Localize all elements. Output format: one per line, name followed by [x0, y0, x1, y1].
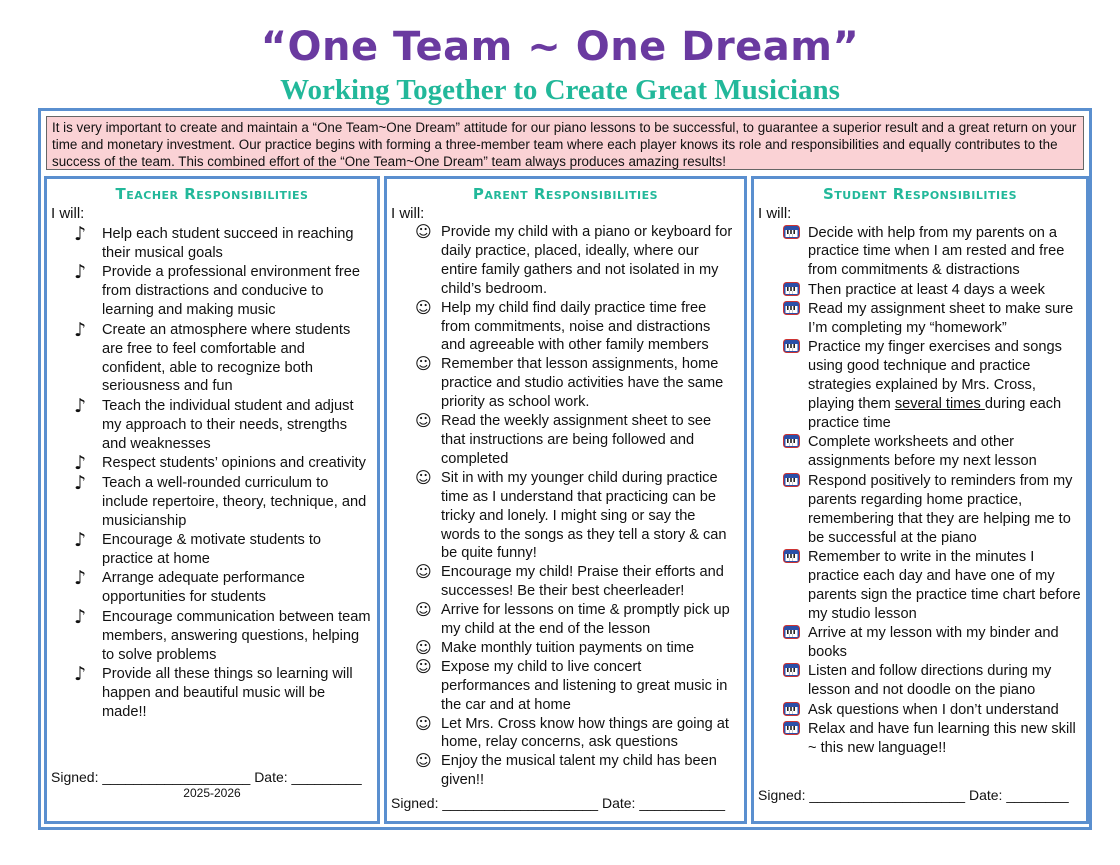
eighth-note-icon: ♪: [74, 261, 87, 284]
smiley-face-icon: ☺: [415, 562, 432, 582]
student-lead: I will:: [758, 205, 792, 222]
list-item: Decide with help from my parents on a practice time when I am rested and free from commitments & distractions: [754, 224, 1086, 281]
parent-list: [387, 223, 744, 790]
school-year: 2025-2026: [183, 786, 241, 800]
list-item: ♪ Provide a professional environment free from distractions and conducive to learning and making music: [74, 261, 360, 319]
list-item: ☺ Remember that lesson assignments, home practice and studio activities have the same priority as school work.: [415, 354, 724, 411]
list-item: ☺ Let Mrs. Cross know how things are going at home, relay concerns, ask questions: [415, 713, 729, 751]
teacher-list: [47, 225, 377, 722]
piano-keys-icon: [783, 721, 800, 741]
smiley-face-icon: ☺: [415, 354, 432, 374]
smiley-face-icon: ☺: [415, 637, 432, 657]
page-subtitle: Working Together to Create Great Musicians: [280, 74, 840, 106]
teacher-heading: Teacher Responsibilities: [115, 185, 309, 203]
list-item: ♪ Teach the individual student and adjust my approach to their needs, strengths and weaknesses: [74, 394, 354, 452]
eighth-note-icon: ♪: [74, 471, 87, 494]
list-item: ☺ Expose my child to live concert performances and listening to great music in the car and at home: [415, 656, 728, 713]
list-item: ♪ Create an atmosphere where students are free to feel comfortable and confident, able to recognize both seriousness and fun: [74, 318, 351, 395]
smiley-face-icon: ☺: [415, 656, 432, 676]
smiley-face-icon: ☺: [415, 222, 432, 241]
piano-keys-icon: [783, 702, 800, 722]
eighth-note-icon: ♪: [74, 605, 87, 628]
list-item: ☺ Make monthly tuition payments on time: [415, 637, 695, 657]
eighth-note-icon: ♪: [74, 394, 87, 417]
smiley-face-icon: ☺: [415, 713, 432, 733]
list-item: ♪ Encourage & motivate students to practice at home: [74, 529, 322, 567]
page-title: “One Team ~ One Dream”: [260, 24, 860, 70]
smiley-face-icon: ☺: [415, 411, 432, 431]
list-item: ☺ Provide my child with a piano or keyboard for daily practice, placed, ideally, where our entire family gathers and not isolated in my child’s bedroom.: [415, 222, 733, 297]
piano-keys-icon: [783, 434, 800, 454]
list-item: Then practice at least 4 days a week: [754, 281, 1086, 300]
parent-column: [384, 176, 747, 824]
piano-keys-icon: [783, 301, 800, 321]
parent-lead: I will:: [391, 205, 425, 222]
piano-keys-icon: [783, 549, 800, 569]
eighth-note-icon: ♪: [74, 663, 87, 686]
list-item: ☺ Arrive for lessons on time & promptly pick up my child at the end of the lesson: [415, 600, 730, 638]
list-item: Arrive at my lesson with my binder and books: [754, 624, 1086, 662]
list-item: ☺ Encourage my child! Praise their efforts and successes! Be their best cheerleader!: [415, 562, 724, 600]
student-heading: Student Responsibilities: [822, 185, 1018, 203]
piano-keys-icon: [783, 225, 800, 245]
piano-keys-icon: [783, 473, 800, 493]
parent-heading: Parent Responsibilities: [472, 185, 659, 203]
list-item: ☺ Read the weekly assignment sheet to see that instructions are being followed and completed: [415, 411, 712, 467]
list-item: Practice my finger exercises and songs using good technique and practice strategies explained by Mrs. Cross, playing them several times during each practice time: [754, 338, 1086, 433]
teacher-lead: I will:: [51, 205, 85, 222]
piano-keys-icon: [783, 625, 800, 645]
list-item: ♪ Encourage communication between team members, answering questions, helping to solve problems: [74, 605, 371, 663]
smiley-face-icon: ☺: [415, 751, 432, 771]
eighth-note-icon: ♪: [74, 318, 87, 341]
student-list: [754, 224, 1086, 758]
parent-signature-line[interactable]: Signed: ____________________ Date: ___________: [391, 795, 725, 811]
list-item: Complete worksheets and other assignments before my next lesson: [754, 433, 1086, 471]
list-item: ♪ Help each student succeed in reaching their musical goals: [74, 223, 354, 261]
teacher-column: [44, 176, 380, 824]
eighth-note-icon: ♪: [74, 452, 87, 475]
eighth-note-icon: ♪: [74, 529, 87, 552]
list-item: ♪ Teach a well-rounded curriculum to include repertoire, theory, technique, and musicianship: [74, 471, 367, 529]
list-item: Read my assignment sheet to make sure I’m completing my “homework”: [754, 300, 1086, 338]
smiley-face-icon: ☺: [415, 297, 432, 317]
smiley-face-icon: ☺: [415, 600, 432, 620]
list-item: ☺ Help my child find daily practice time free from commitments, noise and distractions and agreeable with other family members: [415, 297, 711, 354]
emphasis-several-times: several times: [894, 396, 985, 413]
eighth-note-icon: ♪: [74, 223, 87, 245]
list-item: Remember to write in the minutes I practice each day and have one of my parents sign the practice time chart before my studio lesson: [754, 548, 1086, 624]
eighth-note-icon: ♪: [74, 567, 87, 590]
intro-box: It is very important to create and maintain a “One Team~One Dream” attitude for our piano lessons to be successful, to guarantee a superior result and a great return on your time and monetary investment. Our practice begins with forming a three-member team where each player knows its role and responsibilities and equally contributes to the success of the team. This combined effort of the “One Team~One Dream” team always produces amazing results!: [46, 116, 1084, 170]
piano-keys-icon: [783, 663, 800, 683]
list-item: ♪ Respect students’ opinions and creativity: [74, 452, 366, 475]
student-signature-line[interactable]: Signed: ____________________ Date: ________: [758, 787, 1069, 803]
piano-keys-icon: [783, 282, 800, 302]
list-item: ☺ Enjoy the musical talent my child has been given!!: [415, 751, 717, 789]
list-item: ♪ Arrange adequate performance opportunities for students: [74, 567, 305, 606]
list-item: ♪ Provide all these things so learning will happen and beautiful music will be made!!: [74, 663, 353, 720]
list-item: Listen and follow directions during my lesson and not doodle on the piano: [754, 662, 1086, 700]
teacher-signature-line[interactable]: Signed: ___________________ Date: _________: [51, 769, 362, 785]
student-column: [751, 176, 1089, 824]
piano-keys-icon: [783, 339, 800, 359]
list-item: Relax and have fun learning this new skill ~ this new language!!: [754, 720, 1086, 758]
smiley-face-icon: ☺: [415, 467, 432, 487]
list-item: Respond positively to reminders from my parents regarding home practice, remembering that they are helping me to be successful at the piano: [754, 472, 1086, 548]
list-item: ☺ Sit in with my younger child during practice time as I understand that practicing can be tricky and lonely. I might sing or say the words to the songs as they tell a story & can be quite funny!: [415, 467, 727, 562]
list-item: Ask questions when I don’t understand: [754, 701, 1086, 720]
